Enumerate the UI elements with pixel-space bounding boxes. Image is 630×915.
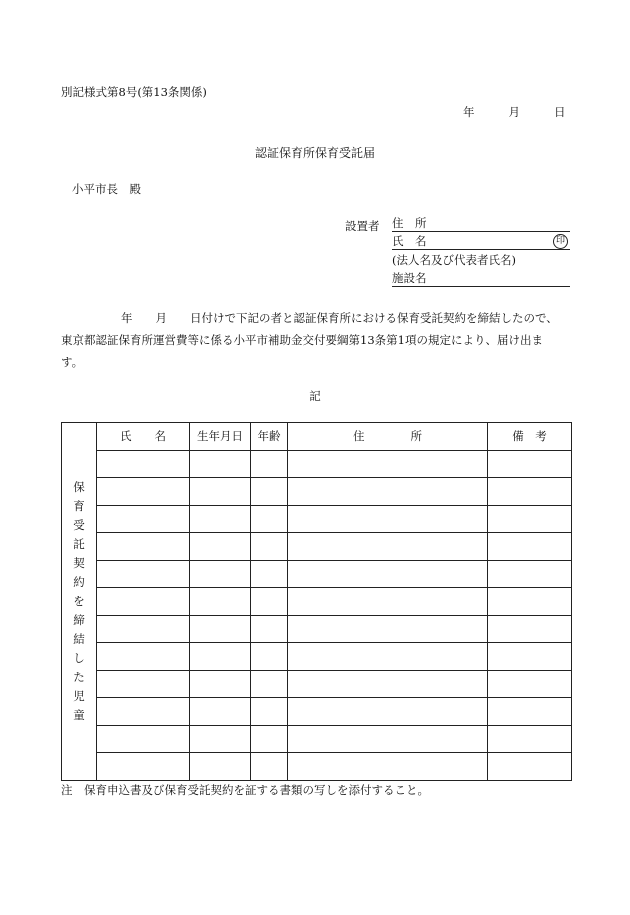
cell-name[interactable] [97, 643, 190, 671]
facility-label: 施設名 [392, 271, 427, 285]
cell-remarks[interactable] [488, 698, 572, 726]
cell-name[interactable] [97, 588, 190, 616]
cell-age[interactable] [251, 505, 288, 533]
cell-age[interactable] [251, 698, 288, 726]
cell-remarks[interactable] [488, 560, 572, 588]
cell-name[interactable] [97, 533, 190, 561]
cell-remarks[interactable] [488, 725, 572, 753]
cell-name[interactable] [97, 753, 190, 781]
cell-age[interactable] [251, 450, 288, 478]
cell-address[interactable] [288, 450, 488, 478]
body-line-1: 年 月 日付けで下記の者と認証保育所における保育受託契約を締結したので、 [121, 311, 558, 325]
cell-remarks[interactable] [488, 753, 572, 781]
ki-heading: 記 [309, 389, 321, 403]
side-label-char: 児 [73, 688, 85, 703]
cell-name[interactable] [97, 670, 190, 698]
cell-birthdate[interactable] [190, 560, 251, 588]
cell-address[interactable] [288, 533, 488, 561]
side-label-char: 育 [73, 498, 85, 513]
cell-remarks[interactable] [488, 615, 572, 643]
cell-age[interactable] [251, 560, 288, 588]
cell-age[interactable] [251, 670, 288, 698]
addressee: 小平市長 殿 [72, 182, 141, 196]
body-line-2: 東京都認証保育所運営費等に係る小平市補助金交付要綱第13条第1項の規定により、届け出ま [61, 333, 543, 347]
date-month: 月 [508, 105, 520, 119]
cell-birthdate[interactable] [190, 478, 251, 506]
table-row [62, 478, 572, 506]
table-row [62, 698, 572, 726]
cell-birthdate[interactable] [190, 753, 251, 781]
table-row [62, 615, 572, 643]
body-text [61, 307, 576, 373]
cell-address[interactable] [288, 670, 488, 698]
table-header-row [62, 423, 572, 451]
cell-address[interactable] [288, 753, 488, 781]
cell-name[interactable] [97, 615, 190, 643]
cell-address[interactable] [288, 725, 488, 753]
cell-remarks[interactable] [488, 450, 572, 478]
table-row [62, 725, 572, 753]
header-birthdate: 生年月日 [190, 423, 251, 451]
side-label-char: 締 [73, 612, 85, 627]
side-label-char: た [73, 669, 85, 684]
side-label-char: を [73, 593, 85, 608]
header-remarks: 備 考 [488, 423, 572, 451]
date-line [463, 104, 566, 120]
facility-field[interactable] [392, 271, 570, 287]
date-year: 年 [463, 105, 475, 119]
side-label-char: 託 [73, 536, 85, 551]
cell-name[interactable] [97, 450, 190, 478]
cell-age[interactable] [251, 753, 288, 781]
table-row [62, 643, 572, 671]
cell-birthdate[interactable] [190, 670, 251, 698]
side-label-char: 受 [73, 517, 85, 532]
cell-age[interactable] [251, 533, 288, 561]
cell-address[interactable] [288, 698, 488, 726]
name-field[interactable] [392, 234, 570, 250]
cell-remarks[interactable] [488, 478, 572, 506]
cell-name[interactable] [97, 698, 190, 726]
cell-remarks[interactable] [488, 533, 572, 561]
side-label [62, 423, 97, 781]
side-label-char: 童 [73, 707, 85, 722]
cell-age[interactable] [251, 643, 288, 671]
name-label: 氏 名 [392, 234, 427, 248]
date-day: 日 [554, 105, 566, 119]
side-label-char: 保 [73, 479, 85, 494]
cell-address[interactable] [288, 588, 488, 616]
header-address: 住 所 [288, 423, 488, 451]
setter-label: 設置者 [345, 219, 380, 233]
cell-birthdate[interactable] [190, 698, 251, 726]
body-line-3: す。 [61, 355, 84, 369]
cell-age[interactable] [251, 725, 288, 753]
cell-remarks[interactable] [488, 643, 572, 671]
side-label-char: 結 [73, 631, 85, 646]
table-row [62, 588, 572, 616]
cell-name[interactable] [97, 560, 190, 588]
side-label-char: 契 [73, 555, 85, 570]
address-label: 住 所 [392, 216, 427, 230]
cell-birthdate[interactable] [190, 615, 251, 643]
cell-remarks[interactable] [488, 670, 572, 698]
cell-name[interactable] [97, 478, 190, 506]
header-name: 氏 名 [97, 423, 190, 451]
document-title: 認証保育所保育受託届 [254, 146, 375, 160]
corp-note [392, 253, 570, 268]
cell-name[interactable] [97, 725, 190, 753]
header-age: 年齢 [251, 423, 288, 451]
corp-note-text: (法人名及び代表者氏名) [392, 253, 516, 267]
cell-address[interactable] [288, 478, 488, 506]
cell-birthdate[interactable] [190, 450, 251, 478]
side-label-char: し [73, 650, 85, 665]
cell-remarks[interactable] [488, 588, 572, 616]
cell-birthdate[interactable] [190, 533, 251, 561]
table-row [62, 505, 572, 533]
cell-name[interactable] [97, 505, 190, 533]
cell-birthdate[interactable] [190, 725, 251, 753]
table-row [62, 533, 572, 561]
cell-age[interactable] [251, 478, 288, 506]
cell-birthdate[interactable] [190, 643, 251, 671]
cell-age[interactable] [251, 615, 288, 643]
children-table [61, 422, 572, 781]
table-row [62, 670, 572, 698]
cell-remarks[interactable] [488, 505, 572, 533]
cell-birthdate[interactable] [190, 505, 251, 533]
seal-mark: 印 [553, 234, 568, 249]
cell-address[interactable] [288, 505, 488, 533]
cell-address[interactable] [288, 643, 488, 671]
table-row [62, 450, 572, 478]
form-number: 別記様式第8号(第13条関係) [61, 85, 207, 99]
cell-age[interactable] [251, 588, 288, 616]
cell-address[interactable] [288, 560, 488, 588]
side-label-char: 約 [73, 574, 85, 589]
footnote: 注 保育申込書及び保育受託契約を証する書類の写しを添付すること。 [61, 783, 429, 797]
table-row [62, 560, 572, 588]
table-row [62, 753, 572, 781]
cell-address[interactable] [288, 615, 488, 643]
address-field[interactable] [392, 216, 570, 232]
cell-birthdate[interactable] [190, 588, 251, 616]
